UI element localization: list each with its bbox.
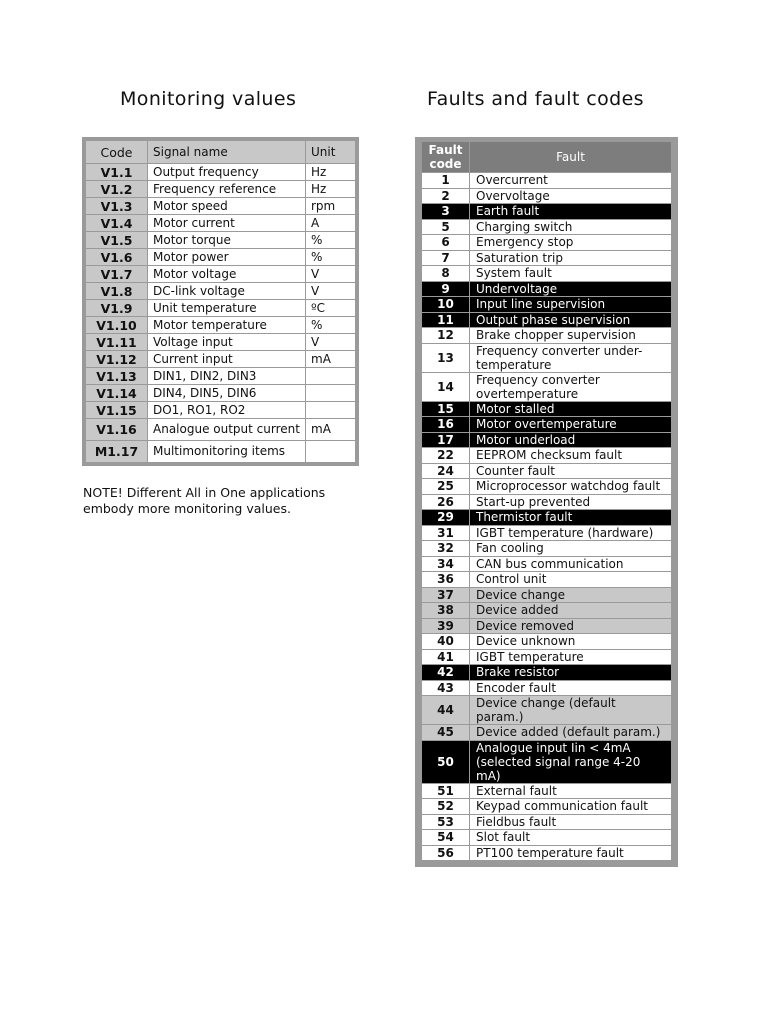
fault-name-cell: Earth fault bbox=[470, 204, 672, 220]
monitoring-unit-cell: Hz bbox=[306, 164, 356, 181]
monitoring-unit-cell: mA bbox=[306, 351, 356, 368]
fault-row bbox=[422, 525, 672, 541]
monitoring-table bbox=[82, 137, 359, 466]
fault-name-cell: Device change (default param.) bbox=[470, 696, 672, 725]
monitoring-signal-cell: Output frequency bbox=[148, 164, 306, 181]
fault-row bbox=[422, 297, 672, 313]
monitoring-row bbox=[86, 232, 356, 249]
fault-code-cell: 51 bbox=[422, 783, 470, 799]
fault-code-cell: 11 bbox=[422, 312, 470, 328]
fault-name-cell: EEPROM checksum fault bbox=[470, 448, 672, 464]
fault-name-cell: PT100 temperature fault bbox=[470, 845, 672, 861]
fault-name-cell: Motor underload bbox=[470, 432, 672, 448]
monitoring-unit-cell: % bbox=[306, 249, 356, 266]
fault-code-cell: 15 bbox=[422, 401, 470, 417]
fault-name-cell: Slot fault bbox=[470, 830, 672, 846]
monitoring-signal-cell: DC-link voltage bbox=[148, 283, 306, 300]
fault-code-cell: 1 bbox=[422, 173, 470, 189]
fault-name-cell: Device added (default param.) bbox=[470, 725, 672, 741]
fault-code-cell: 38 bbox=[422, 603, 470, 619]
fault-row bbox=[422, 814, 672, 830]
fault-code-cell: 37 bbox=[422, 587, 470, 603]
fault-code-cell: 31 bbox=[422, 525, 470, 541]
fault-code-cell: 32 bbox=[422, 541, 470, 557]
monitoring-header-row bbox=[86, 141, 356, 164]
monitoring-unit-cell: ºC bbox=[306, 300, 356, 317]
fault-row bbox=[422, 401, 672, 417]
monitoring-code-cell: V1.14 bbox=[86, 385, 148, 402]
fault-row bbox=[422, 740, 672, 783]
monitoring-signal-cell: Motor torque bbox=[148, 232, 306, 249]
monitoring-code-cell: V1.16 bbox=[86, 419, 148, 441]
fault-code-cell: 40 bbox=[422, 634, 470, 650]
monitoring-signal-cell: Motor voltage bbox=[148, 266, 306, 283]
fault-name-cell: Frequency converter overtemperature bbox=[470, 372, 672, 401]
fault-row bbox=[422, 725, 672, 741]
fault-row bbox=[422, 312, 672, 328]
monitoring-unit-cell: V bbox=[306, 266, 356, 283]
fault-code-cell: 10 bbox=[422, 297, 470, 313]
fault-name-cell: Thermistor fault bbox=[470, 510, 672, 526]
fault-row bbox=[422, 696, 672, 725]
fault-code-cell: 29 bbox=[422, 510, 470, 526]
monitoring-code-cell: V1.9 bbox=[86, 300, 148, 317]
fault-name-cell: Emergency stop bbox=[470, 235, 672, 251]
fault-name-cell: Device removed bbox=[470, 618, 672, 634]
monitoring-unit-cell bbox=[306, 368, 356, 385]
monitoring-code-cell: V1.1 bbox=[86, 164, 148, 181]
fault-row bbox=[422, 587, 672, 603]
fault-name-cell: System fault bbox=[470, 266, 672, 282]
fault-name-cell: Fan cooling bbox=[470, 541, 672, 557]
fault-name-cell: External fault bbox=[470, 783, 672, 799]
fault-code-cell: 22 bbox=[422, 448, 470, 464]
monitoring-signal-cell: DIN4, DIN5, DIN6 bbox=[148, 385, 306, 402]
fault-row bbox=[422, 204, 672, 220]
fault-code-cell: 3 bbox=[422, 204, 470, 220]
monitoring-code-cell: V1.7 bbox=[86, 266, 148, 283]
fault-code-cell: 50 bbox=[422, 740, 470, 783]
monitoring-unit-cell: Hz bbox=[306, 181, 356, 198]
monitoring-unit-cell: A bbox=[306, 215, 356, 232]
fault-row bbox=[422, 343, 672, 372]
monitoring-signal-cell: Motor current bbox=[148, 215, 306, 232]
fault-row bbox=[422, 188, 672, 204]
monitoring-row bbox=[86, 198, 356, 215]
monitoring-code-cell: V1.11 bbox=[86, 334, 148, 351]
fault-row bbox=[422, 830, 672, 846]
fault-name-cell: Device unknown bbox=[470, 634, 672, 650]
monitoring-row bbox=[86, 334, 356, 351]
monitoring-row bbox=[86, 441, 356, 463]
fault-code-cell: 52 bbox=[422, 799, 470, 815]
monitoring-row bbox=[86, 215, 356, 232]
monitoring-unit-cell: V bbox=[306, 283, 356, 300]
fault-row bbox=[422, 266, 672, 282]
fault-row bbox=[422, 845, 672, 861]
monitoring-unit-cell bbox=[306, 402, 356, 419]
header-unit: Unit bbox=[306, 141, 356, 164]
fault-row bbox=[422, 649, 672, 665]
fault-name-cell: CAN bus communication bbox=[470, 556, 672, 572]
fault-name-cell: Overvoltage bbox=[470, 188, 672, 204]
fault-name-cell: Motor overtemperature bbox=[470, 417, 672, 433]
fault-code-cell: 14 bbox=[422, 372, 470, 401]
fault-code-cell: 6 bbox=[422, 235, 470, 251]
fault-name-cell: Output phase supervision bbox=[470, 312, 672, 328]
faults-table bbox=[415, 137, 678, 867]
monitoring-code-cell: V1.10 bbox=[86, 317, 148, 334]
fault-row bbox=[422, 618, 672, 634]
monitoring-unit-cell bbox=[306, 441, 356, 463]
fault-name-cell: IGBT temperature bbox=[470, 649, 672, 665]
monitoring-row bbox=[86, 385, 356, 402]
fault-code-cell: 56 bbox=[422, 845, 470, 861]
monitoring-signal-cell: Analogue output current bbox=[148, 419, 306, 441]
monitoring-signal-cell: DIN1, DIN2, DIN3 bbox=[148, 368, 306, 385]
fault-row bbox=[422, 235, 672, 251]
fault-name-cell: Undervoltage bbox=[470, 281, 672, 297]
fault-row bbox=[422, 799, 672, 815]
note-text: Different All in One applications embody more monitoring values. bbox=[83, 485, 326, 516]
monitoring-signal-cell: Current input bbox=[148, 351, 306, 368]
fault-row bbox=[422, 463, 672, 479]
fault-name-cell: Device change bbox=[470, 587, 672, 603]
fault-row bbox=[422, 783, 672, 799]
fault-code-cell: 53 bbox=[422, 814, 470, 830]
monitoring-signal-cell: Motor power bbox=[148, 249, 306, 266]
monitoring-code-cell: M1.17 bbox=[86, 441, 148, 463]
fault-code-cell: 24 bbox=[422, 463, 470, 479]
fault-code-cell: 45 bbox=[422, 725, 470, 741]
monitoring-row bbox=[86, 164, 356, 181]
monitoring-row bbox=[86, 300, 356, 317]
monitoring-signal-cell: Multimonitoring items bbox=[148, 441, 306, 463]
monitoring-row bbox=[86, 249, 356, 266]
fault-row bbox=[422, 432, 672, 448]
monitoring-unit-cell: rpm bbox=[306, 198, 356, 215]
fault-name-cell: Charging switch bbox=[470, 219, 672, 235]
fault-row bbox=[422, 556, 672, 572]
fault-row bbox=[422, 680, 672, 696]
fault-name-cell: Input line supervision bbox=[470, 297, 672, 313]
monitoring-unit-cell: % bbox=[306, 317, 356, 334]
fault-code-cell: 44 bbox=[422, 696, 470, 725]
fault-name-cell: Overcurrent bbox=[470, 173, 672, 189]
fault-row bbox=[422, 328, 672, 344]
fault-row bbox=[422, 603, 672, 619]
fault-code-cell: 39 bbox=[422, 618, 470, 634]
fault-name-cell: Microprocessor watchdog fault bbox=[470, 479, 672, 495]
fault-code-cell: 34 bbox=[422, 556, 470, 572]
faults-header-row bbox=[422, 142, 672, 173]
fault-code-cell: 5 bbox=[422, 219, 470, 235]
note-label: NOTE! bbox=[83, 485, 123, 500]
fault-name-cell: Frequency converter under-temperature bbox=[470, 343, 672, 372]
monitoring-code-cell: V1.5 bbox=[86, 232, 148, 249]
monitoring-code-cell: V1.3 bbox=[86, 198, 148, 215]
fault-name-cell: Keypad communication fault bbox=[470, 799, 672, 815]
fault-code-cell: 43 bbox=[422, 680, 470, 696]
monitoring-signal-cell: Motor speed bbox=[148, 198, 306, 215]
monitoring-signal-cell: Frequency reference bbox=[148, 181, 306, 198]
monitoring-title: Monitoring values bbox=[120, 88, 297, 110]
monitoring-signal-cell: Voltage input bbox=[148, 334, 306, 351]
monitoring-row bbox=[86, 419, 356, 441]
fault-code-cell: 9 bbox=[422, 281, 470, 297]
monitoring-code-cell: V1.6 bbox=[86, 249, 148, 266]
fault-row bbox=[422, 417, 672, 433]
fault-code-cell: 36 bbox=[422, 572, 470, 588]
monitoring-code-cell: V1.4 bbox=[86, 215, 148, 232]
monitoring-unit-cell: mA bbox=[306, 419, 356, 441]
fault-code-cell: 17 bbox=[422, 432, 470, 448]
fault-code-cell: 26 bbox=[422, 494, 470, 510]
fault-code-cell: 16 bbox=[422, 417, 470, 433]
fault-row bbox=[422, 372, 672, 401]
fault-code-cell: 13 bbox=[422, 343, 470, 372]
monitoring-row bbox=[86, 283, 356, 300]
monitoring-code-cell: V1.13 bbox=[86, 368, 148, 385]
note-paragraph bbox=[83, 485, 353, 517]
fault-row bbox=[422, 541, 672, 557]
header-code: Code bbox=[86, 141, 148, 164]
fault-code-cell: 42 bbox=[422, 665, 470, 681]
fault-row bbox=[422, 479, 672, 495]
fault-code-cell: 25 bbox=[422, 479, 470, 495]
fault-row bbox=[422, 448, 672, 464]
fault-code-cell: 12 bbox=[422, 328, 470, 344]
fault-name-cell: Brake chopper supervision bbox=[470, 328, 672, 344]
fault-code-cell: 8 bbox=[422, 266, 470, 282]
monitoring-code-cell: V1.15 bbox=[86, 402, 148, 419]
monitoring-row bbox=[86, 181, 356, 198]
fault-name-cell: Brake resistor bbox=[470, 665, 672, 681]
monitoring-code-cell: V1.8 bbox=[86, 283, 148, 300]
fault-row bbox=[422, 219, 672, 235]
monitoring-signal-cell: Unit temperature bbox=[148, 300, 306, 317]
header-fault: Fault bbox=[470, 142, 672, 173]
fault-row bbox=[422, 665, 672, 681]
fault-name-cell: Device added bbox=[470, 603, 672, 619]
fault-row bbox=[422, 281, 672, 297]
monitoring-unit-cell: V bbox=[306, 334, 356, 351]
fault-name-cell: Fieldbus fault bbox=[470, 814, 672, 830]
monitoring-code-cell: V1.12 bbox=[86, 351, 148, 368]
monitoring-row bbox=[86, 317, 356, 334]
fault-row bbox=[422, 494, 672, 510]
fault-name-cell: Motor stalled bbox=[470, 401, 672, 417]
monitoring-signal-cell: DO1, RO1, RO2 bbox=[148, 402, 306, 419]
fault-name-cell: Control unit bbox=[470, 572, 672, 588]
fault-row bbox=[422, 634, 672, 650]
fault-row bbox=[422, 572, 672, 588]
monitoring-row bbox=[86, 402, 356, 419]
fault-name-cell: Counter fault bbox=[470, 463, 672, 479]
fault-row bbox=[422, 250, 672, 266]
header-fault-code: Fault code bbox=[422, 142, 470, 173]
monitoring-row bbox=[86, 368, 356, 385]
header-signal-name: Signal name bbox=[148, 141, 306, 164]
monitoring-unit-cell bbox=[306, 385, 356, 402]
monitoring-code-cell: V1.2 bbox=[86, 181, 148, 198]
fault-name-cell: Saturation trip bbox=[470, 250, 672, 266]
monitoring-signal-cell: Motor temperature bbox=[148, 317, 306, 334]
faults-title: Faults and fault codes bbox=[427, 88, 644, 110]
fault-row bbox=[422, 173, 672, 189]
fault-code-cell: 7 bbox=[422, 250, 470, 266]
fault-code-cell: 2 bbox=[422, 188, 470, 204]
monitoring-row bbox=[86, 266, 356, 283]
fault-name-cell: IGBT temperature (hardware) bbox=[470, 525, 672, 541]
fault-row bbox=[422, 510, 672, 526]
fault-name-cell: Start-up prevented bbox=[470, 494, 672, 510]
fault-code-cell: 54 bbox=[422, 830, 470, 846]
fault-name-cell: Analogue input Iin < 4mA (selected signal range 4-20 mA) bbox=[470, 740, 672, 783]
monitoring-row bbox=[86, 351, 356, 368]
fault-name-cell: Encoder fault bbox=[470, 680, 672, 696]
fault-code-cell: 41 bbox=[422, 649, 470, 665]
monitoring-unit-cell: % bbox=[306, 232, 356, 249]
